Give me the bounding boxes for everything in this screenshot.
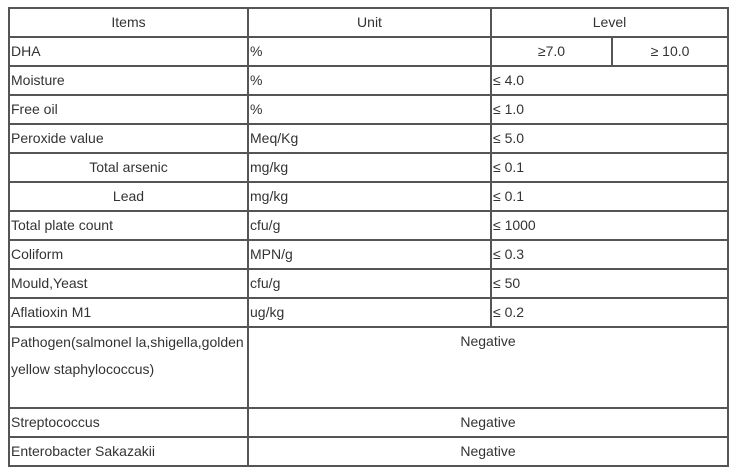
item-cell: Pathogen(salmonel la,shigella,golden yellow staphylococcus) <box>9 327 248 408</box>
unit-cell: MPN/g <box>248 240 491 269</box>
table-row <box>9 327 728 408</box>
specification-table <box>8 7 729 467</box>
item-cell: Enterobacter Sakazakii <box>9 437 248 466</box>
unit-cell: % <box>248 95 491 124</box>
table-row <box>9 240 728 269</box>
table-row <box>9 95 728 124</box>
header-row <box>9 8 728 37</box>
level-cell: ≤ 0.1 <box>491 153 728 182</box>
table-row <box>9 298 728 327</box>
table-row <box>9 269 728 298</box>
table-row <box>9 124 728 153</box>
item-cell: Total plate count <box>9 211 248 240</box>
unit-cell: Meq/Kg <box>248 124 491 153</box>
header-items: Items <box>9 8 248 37</box>
level-cell: ≤ 50 <box>491 269 728 298</box>
level-cell: ≤ 5.0 <box>491 124 728 153</box>
unit-cell: ug/kg <box>248 298 491 327</box>
table-row <box>9 66 728 95</box>
table-row <box>9 37 728 66</box>
unit-cell: cfu/g <box>248 269 491 298</box>
unit-cell: % <box>248 66 491 95</box>
item-cell: DHA <box>9 37 248 66</box>
level-cell: ≤ 0.1 <box>491 182 728 211</box>
level-cell: ≤ 0.3 <box>491 240 728 269</box>
item-cell: Lead <box>9 182 248 211</box>
level-cell: ≤ 1.0 <box>491 95 728 124</box>
table-row <box>9 211 728 240</box>
level-cell: ≤ 0.2 <box>491 298 728 327</box>
item-cell: Aflatioxin M1 <box>9 298 248 327</box>
table-row <box>9 437 728 466</box>
item-cell: Mould,Yeast <box>9 269 248 298</box>
level-cell: ≤ 1000 <box>491 211 728 240</box>
unit-cell: mg/kg <box>248 182 491 211</box>
unit-cell: mg/kg <box>248 153 491 182</box>
result-cell: Negative <box>248 437 728 466</box>
item-cell: Moisture <box>9 66 248 95</box>
table-row <box>9 408 728 437</box>
unit-cell: cfu/g <box>248 211 491 240</box>
table-row <box>9 153 728 182</box>
level-cell-b: ≥ 10.0 <box>612 37 728 66</box>
item-cell: Coliform <box>9 240 248 269</box>
result-cell: Negative <box>248 327 728 408</box>
item-cell: Streptococcus <box>9 408 248 437</box>
item-cell: Peroxide value <box>9 124 248 153</box>
item-cell: Free oil <box>9 95 248 124</box>
level-cell-a: ≥7.0 <box>491 37 612 66</box>
spec-table-container <box>8 7 729 467</box>
table-row <box>9 182 728 211</box>
header-level: Level <box>491 8 728 37</box>
level-cell: ≤ 4.0 <box>491 66 728 95</box>
unit-cell: % <box>248 37 491 66</box>
header-unit: Unit <box>248 8 491 37</box>
item-cell: Total arsenic <box>9 153 248 182</box>
result-cell: Negative <box>248 408 728 437</box>
